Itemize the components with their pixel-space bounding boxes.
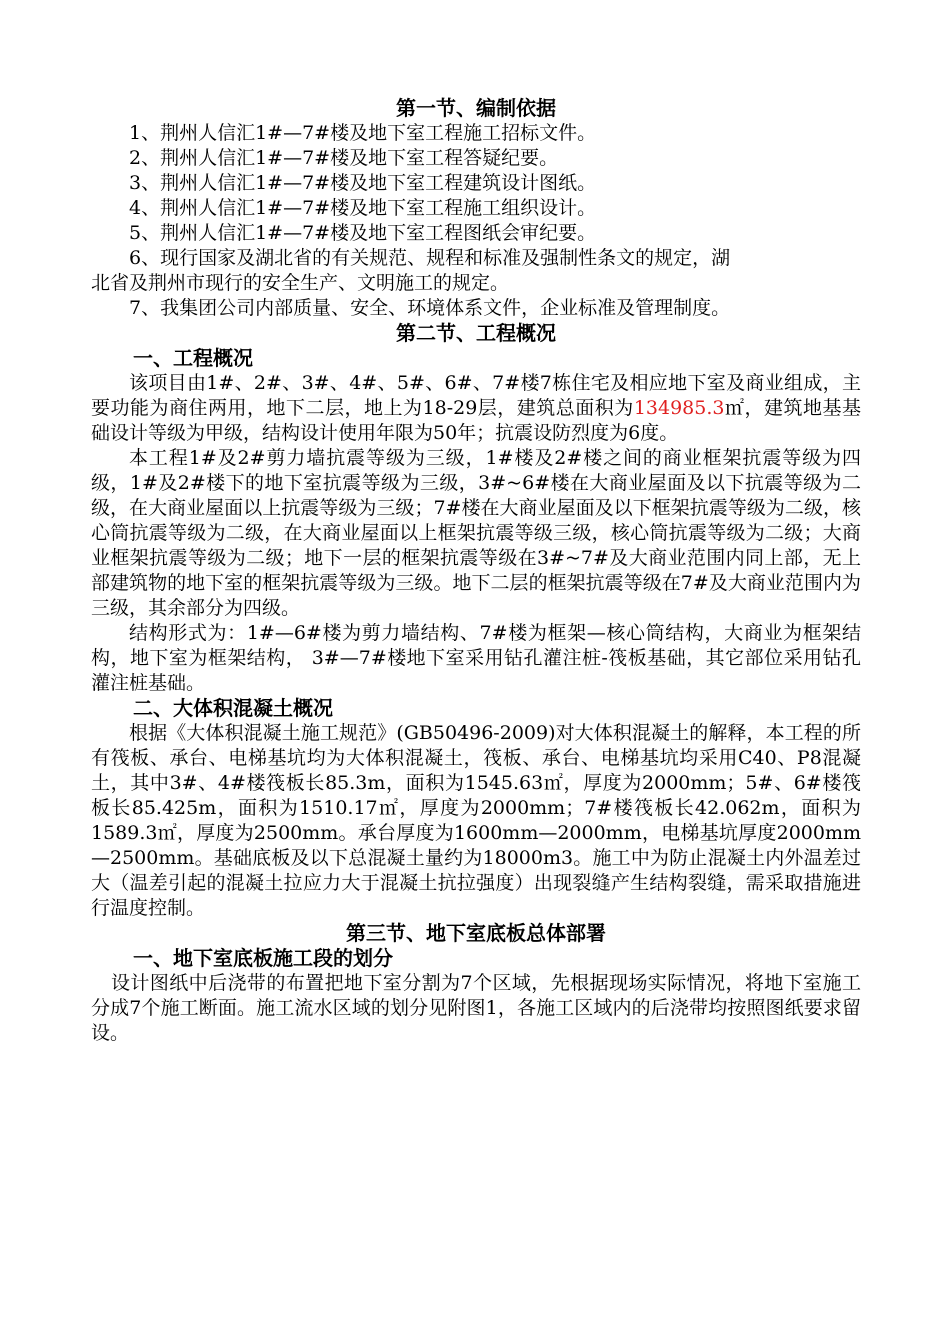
structure-form-paragraph: 结构形式为：1#—6#楼为剪力墙结构、7#楼为框架—核心筒结构，大商业为框架结构，地下室为框架结构， 3#—7#楼地下室采用钻孔灌注桩-筏板基础，其它部位采用钻孔灌注桩基础。 bbox=[91, 622, 861, 694]
section1-item-6-line2: 北省及荆州市现行的安全生产、文明施工的规定。 bbox=[91, 272, 510, 294]
section1-item-6-line1: 6、现行国家及湖北省的有关规范、规程和标准及强制性条文的规定，湖 bbox=[129, 247, 731, 269]
section1-item-5: 5、荆州人信汇1#—7#楼及地下室工程图纸会审纪要。 bbox=[129, 222, 597, 244]
project-overview-paragraph bbox=[91, 371, 861, 446]
section3-title: 第三节、地下室底板总体部署 bbox=[346, 921, 606, 945]
section2-sub1-title: 一、工程概况 bbox=[133, 346, 253, 370]
section2-sub2-title: 二、大体积混凝土概况 bbox=[133, 696, 333, 720]
section2-title: 第二节、工程概况 bbox=[396, 321, 556, 345]
section1-item-7: 7、我集团公司内部质量、安全、环境体系文件，企业标准及管理制度。 bbox=[129, 297, 731, 319]
overview-text-a: 该项目由1#、2#、3#、4#、5#、6#、7#楼7栋住宅及相应地下室及商业组成，主要功能为商住两用，地下二层，地上为18-29层，建筑总面积为 bbox=[91, 372, 861, 419]
seismic-grade-paragraph: 本工程1#及2#剪力墙抗震等级为三级，1#楼及2#楼之间的商业框架抗震等级为四级，1#及2#楼下的地下室抗震等级为三级，3#~6#楼在大商业屋面及以下抗震等级为二级，在大商业屋面以上抗震等级为三级；7#楼在大商业屋面及以下框架抗震等级为二级，核心筒抗震等级为二级，在大商业屋面以上框架抗震等级三级，核心筒抗震等级为二级；大商业框架抗震等级为二级；地下一层的框架抗震等级在3#~7#及大商业范围内同上部，无上部建筑物的地下室的框架抗震等级为三级。地下二层的框架抗震等级在7#及大商业范围内为三级，其余部分为四级。 bbox=[91, 447, 861, 619]
section1-item-1: 1、荆州人信汇1#—7#楼及地下室工程施工招标文件。 bbox=[129, 122, 597, 144]
construction-division-paragraph: 设计图纸中后浇带的布置把地下室分割为7个区域，先根据现场实际情况，将地下室施工分成7个施工断面。施工流水区域的划分见附图1，各施工区域内的后浇带均按照图纸要求留设。 bbox=[91, 972, 861, 1044]
section3-sub1-title: 一、地下室底板施工段的划分 bbox=[133, 946, 393, 970]
total-area-value: 134985.3 bbox=[633, 397, 725, 419]
mass-concrete-paragraph: 根据《大体积混凝土施工规范》(GB50496-2009)对大体积混凝土的解释，本工程的所有筏板、承台、电梯基坑均为大体积混凝土，筏板、承台、电梯基坑均采用C40、P8混凝土，其中3#、4#楼筏板长85.3m，面积为1545.63㎡，厚度为2000mm；5#、6#楼筏板长85.425m，面积为1510.17㎡，厚度为2000mm；7#楼筏板长42.062m，面积为1589.3㎡，厚度为2500mm。承台厚度为1600mm—2000mm，电梯基坑厚度2000mm—2500mm。基础底板及以下总混凝土量约为18000m3。施工中为防止混凝土内外温差过大（温差引起的混凝土拉应力大于混凝土抗拉强度）出现裂缝产生结构裂缝，需采取措施进行温度控制。 bbox=[91, 722, 861, 919]
section1-title: 第一节、编制依据 bbox=[396, 96, 556, 120]
section1-item-2: 2、荆州人信汇1#—7#楼及地下室工程答疑纪要。 bbox=[129, 147, 559, 169]
section1-item-3: 3、荆州人信汇1#—7#楼及地下室工程建筑设计图纸。 bbox=[129, 172, 597, 194]
overview-text-b: ㎡，建筑地基基础设计等级为甲级，结构设计使用年限为50年；抗震设防烈度为6度。 bbox=[91, 397, 861, 444]
section1-item-4: 4、荆州人信汇1#—7#楼及地下室工程施工组织设计。 bbox=[129, 197, 597, 219]
document-page bbox=[91, 96, 861, 1046]
